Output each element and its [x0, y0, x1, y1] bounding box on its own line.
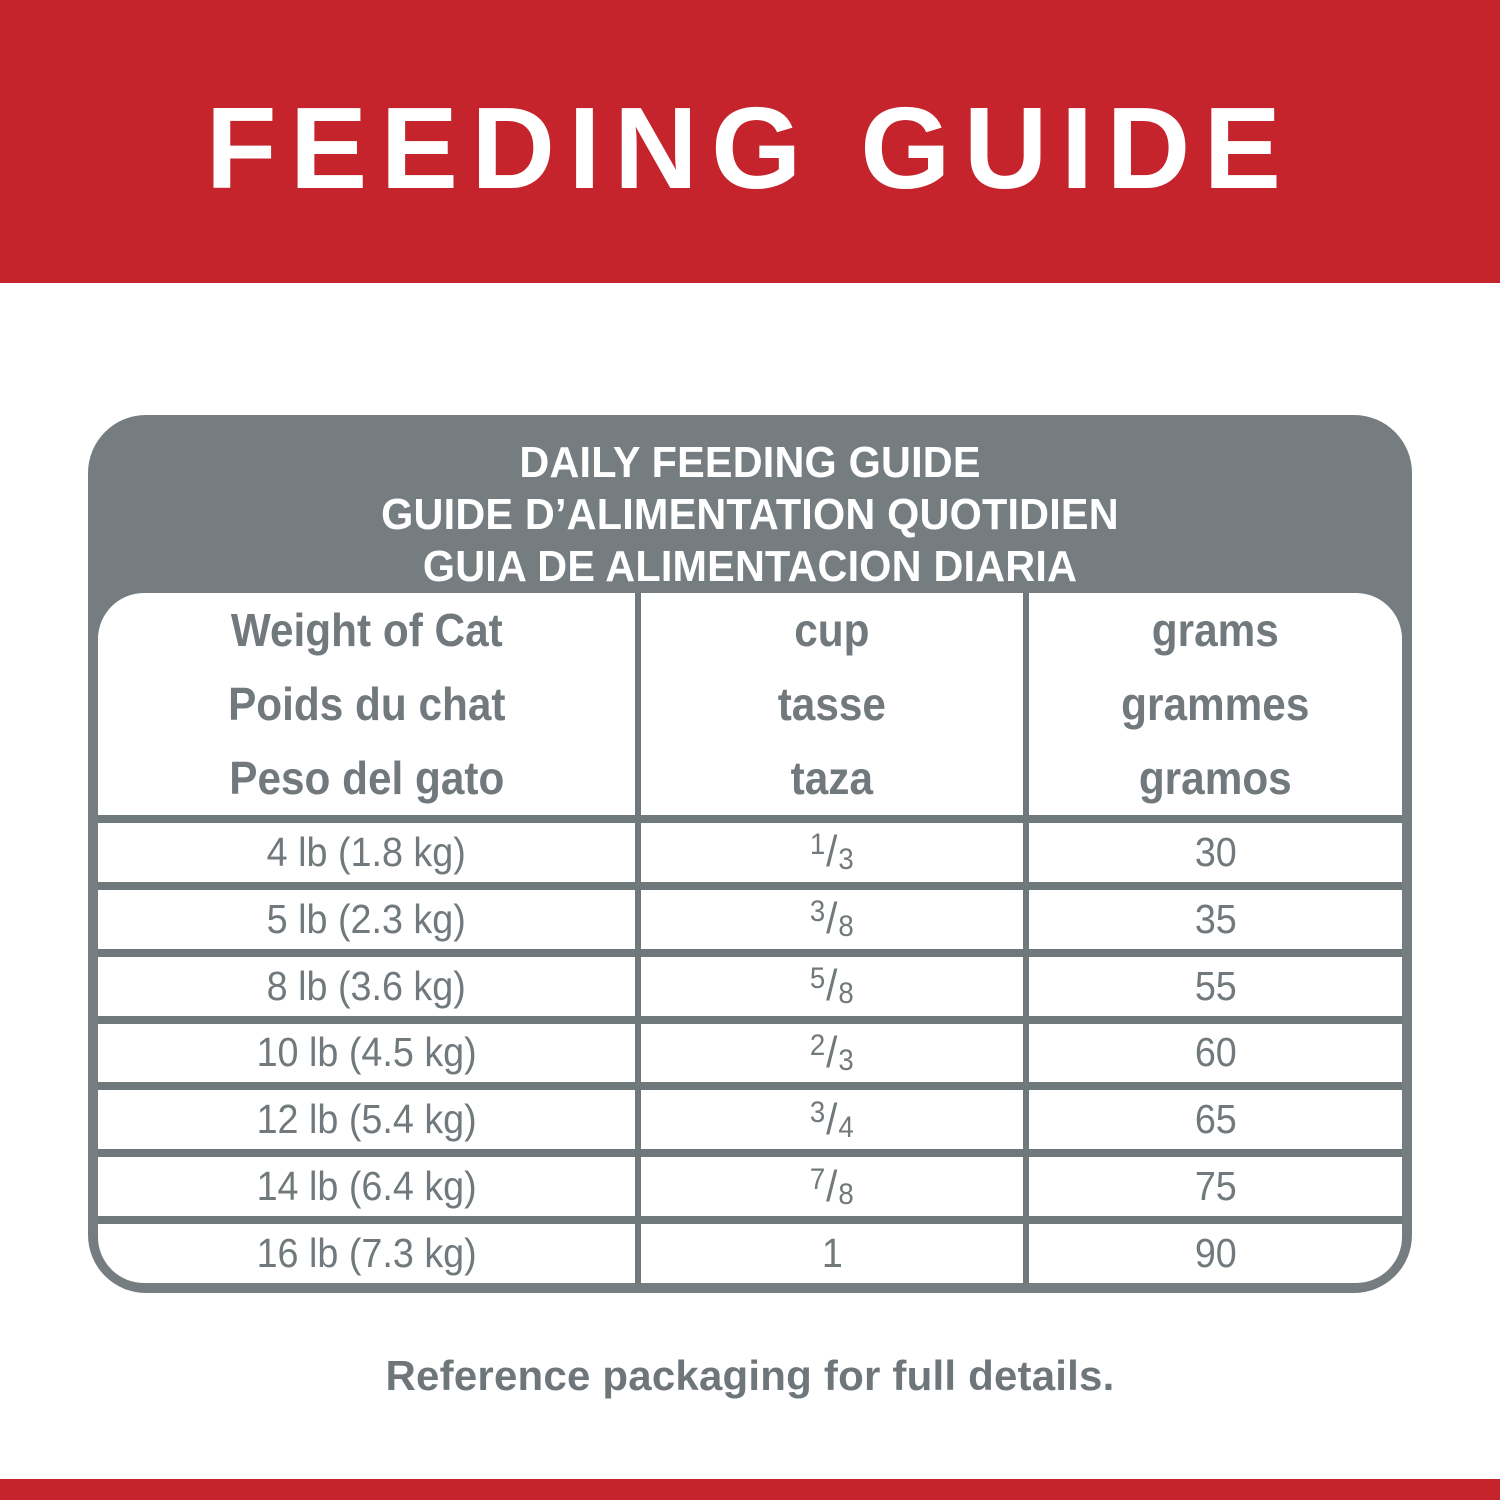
- bottom-red-strip: [0, 1479, 1500, 1500]
- panel-title: [88, 437, 1412, 593]
- weight-cell: 12 lb (5.4 kg): [98, 1090, 635, 1149]
- cup-cell: $^1$/3: [641, 823, 1024, 882]
- cup-cell: $^3$/8: [641, 890, 1024, 949]
- weight-cell: 4 lb (1.8 kg): [98, 823, 635, 882]
- grams-cell: 75: [1029, 1157, 1402, 1216]
- cup-cell: $^2$/3: [641, 1024, 1024, 1083]
- grams-cell: 35: [1029, 890, 1402, 949]
- grams-cell: 90: [1029, 1224, 1402, 1283]
- header-weight-es: Peso del gato: [228, 752, 505, 804]
- weight-cell: 10 lb (4.5 kg): [98, 1024, 635, 1083]
- panel-title-line-en: DAILY FEEDING GUIDE: [519, 438, 981, 487]
- cup-cell: $^5$/8: [641, 957, 1024, 1016]
- column-header-weight: [98, 593, 635, 815]
- weight-cell: 5 lb (2.3 kg): [98, 890, 635, 949]
- header-cup-en: cup: [794, 604, 870, 656]
- header-cup-fr: tasse: [778, 678, 887, 730]
- grams-cell: 65: [1029, 1090, 1402, 1149]
- grams-cell: 30: [1029, 823, 1402, 882]
- grams-cell: 60: [1029, 1024, 1402, 1083]
- weight-cell: 14 lb (6.4 kg): [98, 1157, 635, 1216]
- column-header-cup: [641, 593, 1024, 815]
- feeding-table: [98, 593, 1402, 1283]
- weight-cell: 16 lb (7.3 kg): [98, 1224, 635, 1283]
- header-cup-es: taza: [791, 752, 874, 804]
- daily-feeding-guide-panel: [88, 415, 1412, 1293]
- header-grams-fr: grammes: [1121, 678, 1310, 730]
- cup-cell: $^7$/8: [641, 1157, 1024, 1216]
- header-weight-fr: Poids du chat: [227, 678, 506, 730]
- feeding-guide-banner: [0, 0, 1500, 283]
- header-grams-es: gramos: [1139, 752, 1293, 804]
- cup-cell: 1: [641, 1224, 1024, 1283]
- header-weight-en: Weight of Cat: [230, 604, 503, 656]
- footer-note: Reference packaging for full details.: [385, 1352, 1115, 1399]
- column-header-grams: [1029, 593, 1402, 815]
- header-grams-en: grams: [1152, 604, 1280, 656]
- weight-cell: 8 lb (3.6 kg): [98, 957, 635, 1016]
- panel-title-line-fr: GUIDE D’ALIMENTATION QUOTIDIEN: [381, 490, 1119, 539]
- grams-cell: 55: [1029, 957, 1402, 1016]
- cup-cell: $^3$/4: [641, 1090, 1024, 1149]
- banner-title: FEEDING GUIDE: [205, 82, 1295, 213]
- panel-title-line-es: GUIA DE ALIMENTACION DIARIA: [422, 542, 1078, 591]
